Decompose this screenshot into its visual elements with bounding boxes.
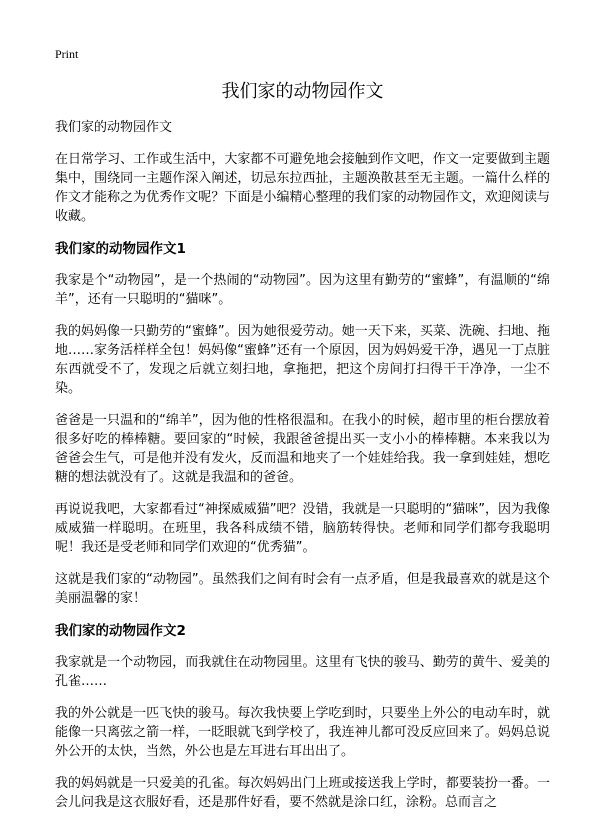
paragraph: 我家就是一个动物园，而我就住在动物园里。这里有飞快的骏马、勤劳的黄牛、爱美的孔雀…… [55, 655, 550, 689]
document-title: 我们家的动物园作文 [221, 81, 384, 102]
intro-paragraph: 在日常学习、工作或生活中，大家都不可避免地会接触到作文吧，作文一定要做到主题集中，围绕同一主题作深入阐述，切忌东拉西扯，主题涣散甚至无主题。一篇什么样的作文才能称之为优秀作文呢？下面是小编精心整理的我们家的动物园作文，欢迎阅读与收藏。 [55, 152, 550, 224]
paragraph: 这就是我们家的“动物园”。虽然我们之间有时会有一点矛盾，但是我最喜欢的就是这个美丽温馨的家！ [55, 572, 550, 606]
subtitle-paragraph: 我们家的动物园作文 [55, 120, 173, 135]
paragraph: 我家是个“动物园”，是一个热闹的“动物园”。因为这里有勤劳的“蜜蜂”，有温顺的“绵羊”，还有一只聪明的“猫咪”。 [55, 273, 550, 307]
paragraph: 爸爸是一只温和的“绵羊”，因为他的性格很温和。在我小的时候，超市里的柜台摆放着很多好吃的棒棒糖。要回家的“时候，我跟爸爸提出买一支小小的棒棒糖。本来我以为爸爸会生气，可是他并没有发火，反而温和地夹了一个娃娃给我。我一拿到娃娃，想吃糖的想法就没有了。这就是我温和的爸爸。 [55, 413, 550, 485]
section-heading-2: 我们家的动物园作文2 [55, 623, 186, 639]
print-label[interactable]: Print [55, 47, 79, 61]
paragraph: 我的外公就是一匹飞快的骏马。每次我快要上学吃到时，只要坐上外公的电动车时，就能像一只离弦之箭一样，一眨眼就飞到学校了，我连神儿都可没反应回来了。妈妈总说外公开的太快，当然，外公也是左耳进右耳出出了。 [55, 706, 550, 759]
section-heading-1: 我们家的动物园作文1 [55, 241, 186, 257]
document-body [55, 118, 550, 825]
paragraph: 我的妈妈就是一只爱美的孔雀。每次妈妈出门上班或接送我上学时，都要装扮一番。一会儿问我是这衣服好看，还是那件好看，要不然就是涂口红，涂粉。总而言之 [55, 776, 550, 810]
paragraph: 再说说我吧，大家都看过“神探威威猫”吧？没错，我就是一只聪明的“猫咪”，因为我像威威猫一样聪明。在班里，我各科成绩不错，脑筋转得快。老师和同学们都夸我聪明呢！我还是受老师和同学们欢迎的“优秀猫”。 [55, 502, 550, 555]
paragraph: 我的妈妈像一只勤劳的“蜜蜂”。因为她很爱劳动。她一天下来，买菜、洗碗、扫地、拖地……家务活样样全包！妈妈像“蜜蜂”还有一个原因，因为妈妈爱干净，遇见一丁点脏东西就受不了，发现之后就立刻扫地，拿拖把，把这个房间打扫得干干净净，一尘不染。 [55, 324, 550, 396]
